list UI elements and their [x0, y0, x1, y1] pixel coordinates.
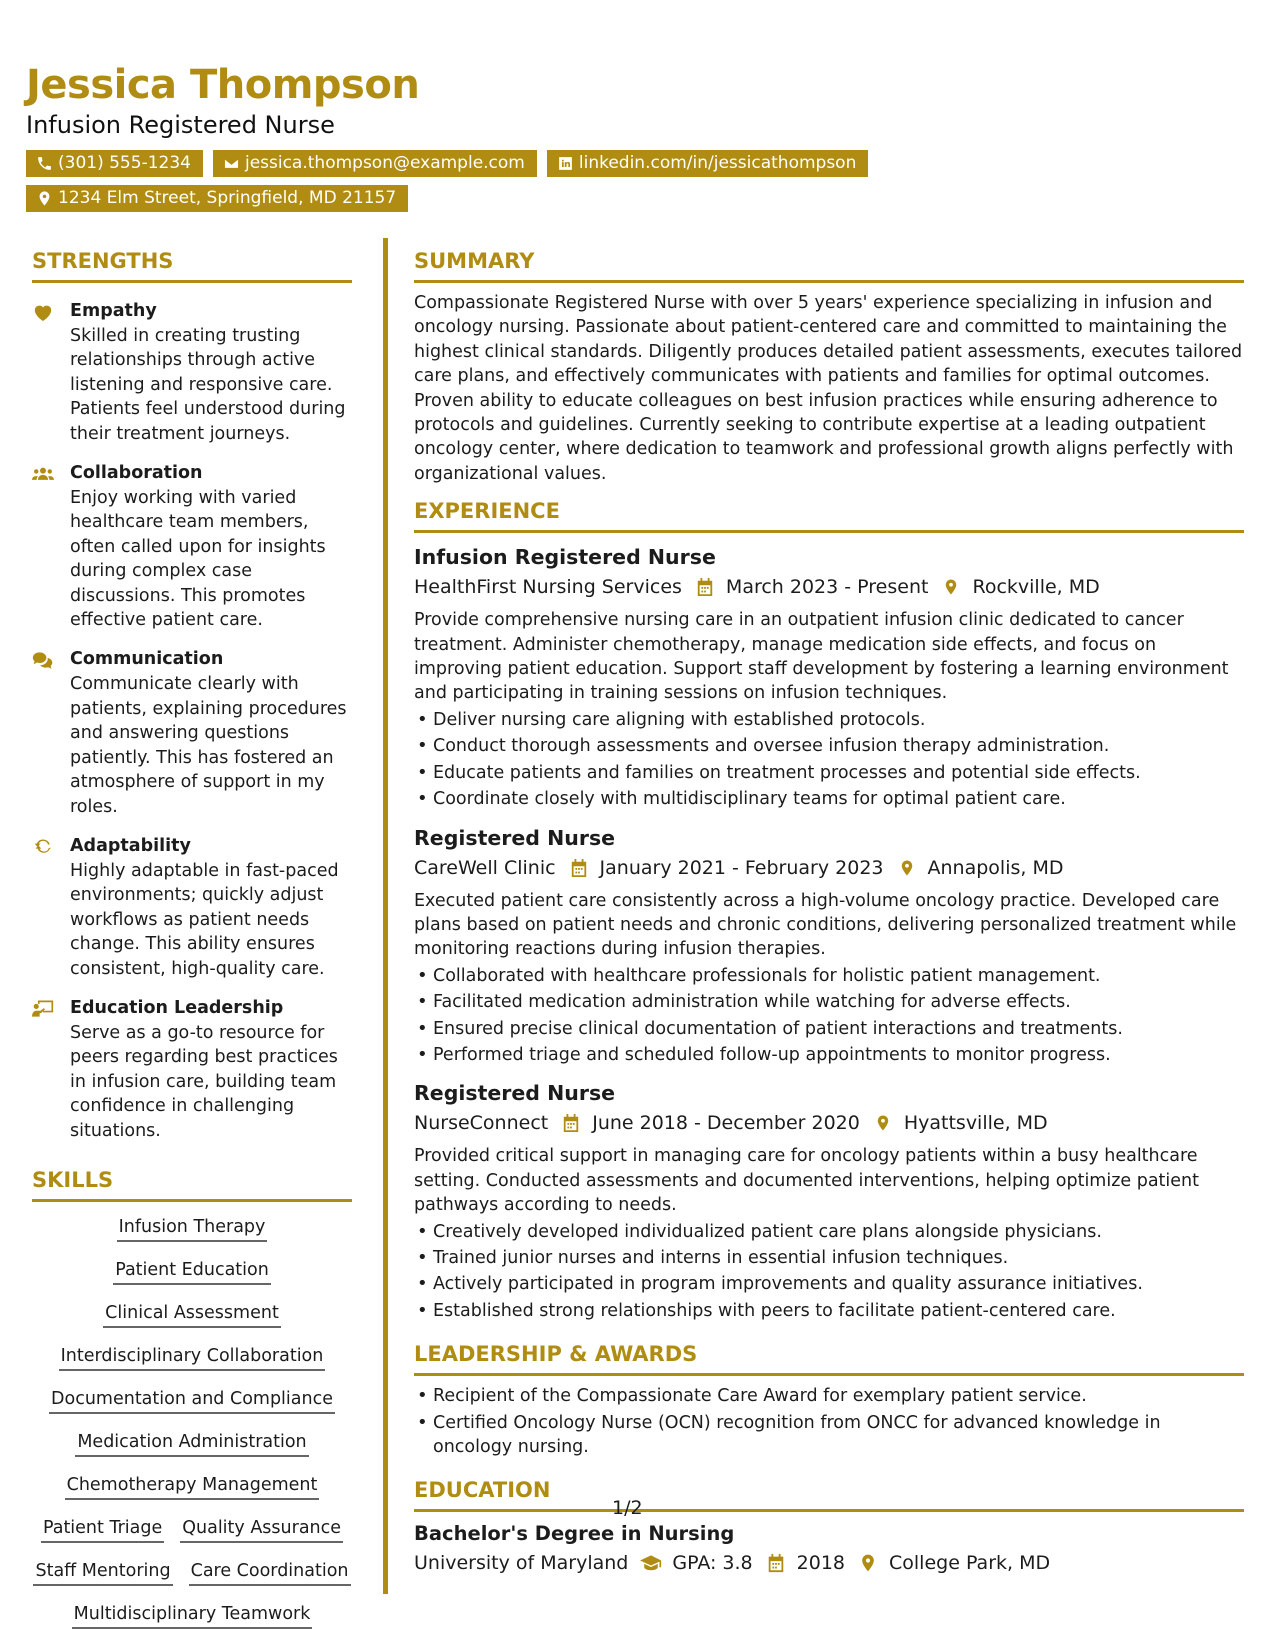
- education-heading: EDUCATION: [414, 1477, 1244, 1512]
- school-location: College Park, MD: [889, 1552, 1051, 1575]
- bullet-item: • Coordinate closely with multidisciplinary teams for optimal patient care.: [414, 787, 1244, 811]
- bullet-item: • Established strong relationships with peers to facilitate patient-centered care.: [414, 1299, 1244, 1323]
- strength-item: [32, 996, 352, 1143]
- skill-tag: Documentation and Compliance: [49, 1386, 335, 1414]
- strength-desc: Serve as a go-to resource for peers regarding best practices in infusion care, building team confidence in challenging situations.: [70, 1022, 338, 1141]
- bullet-item: • Collaborated with healthcare professionals for holistic patient management.: [414, 964, 1244, 988]
- linkedin-chip[interactable]: [547, 150, 868, 177]
- job-meta: [414, 853, 1244, 883]
- skills-list: [32, 1214, 352, 1629]
- bullet-item: • Trained junior nurses and interns in essential infusion techniques.: [414, 1246, 1244, 1270]
- candidate-name: Jessica Thompson: [26, 62, 420, 108]
- graduation-year: 2018: [796, 1552, 846, 1575]
- education-meta: [414, 1548, 1244, 1578]
- job-bullets: [414, 964, 1244, 1068]
- job-dates: January 2021 - February 2023: [599, 856, 884, 879]
- heart-icon: [32, 302, 54, 322]
- skill-tag: Staff Mentoring: [33, 1558, 172, 1586]
- column-divider: [383, 238, 388, 1594]
- linkedin-text: linkedin.com/in/jessicathompson: [578, 153, 857, 173]
- awards-heading: LEADERSHIP & AWARDS: [414, 1341, 1244, 1376]
- strength-item: [32, 461, 352, 632]
- job-description: Executed patient care consistently across a high-volume oncology practice. Developed care plans based on patient needs and chronic conditions, delivering personalized treatment while monitoring reactions during infusion therapies.: [414, 890, 1237, 960]
- award-item: • Certified Oncology Nurse (OCN) recognition from ONCC for advanced knowledge in oncology nursing.: [414, 1411, 1244, 1460]
- job-title: Infusion Registered Nurse: [414, 545, 716, 570]
- job-location: Rockville, MD: [972, 576, 1100, 599]
- job-meta: [414, 1108, 1244, 1138]
- calendar-icon: [570, 858, 588, 878]
- strength-title: Collaboration: [70, 463, 203, 484]
- award-item: • Recipient of the Compassionate Care Award for exemplary patient service.: [414, 1384, 1244, 1408]
- job-location: Hyattsville, MD: [903, 1112, 1048, 1135]
- job-title: Registered Nurse: [414, 1081, 616, 1106]
- comments-icon: [32, 650, 54, 670]
- teacher-icon: [32, 999, 54, 1019]
- job-bullets: [414, 1220, 1244, 1324]
- summary-heading: SUMMARY: [414, 248, 1244, 283]
- phone-icon: [36, 155, 53, 172]
- envelope-icon: [223, 155, 240, 172]
- job-bullets: [414, 708, 1244, 812]
- job-dates: March 2023 - Present: [725, 576, 929, 599]
- map-marker-icon: [898, 858, 916, 878]
- bullet-item: • Facilitated medication administration while watching for adverse effects.: [414, 990, 1244, 1014]
- job-description: Provided critical support in managing care for oncology patients within a busy healthcare setting. Conducted assessments and documented interventions, helping optimize patient pathways according to needs.: [414, 1146, 1200, 1216]
- summary-text: Compassionate Registered Nurse with over 5 years' experience specializing in infusion and oncology nursing. Passionate about patient-centered care and committed to maintaining the highest clinical standards. Diligently produces detailed patient assessments, executes tailored care plans, and effectively communicates with patients and families for optimal outcomes. Proven ability to educate colleagues on best infusion practices while ensuring adherence to protocols and guidelines. Currently seeking to contribute expertise at a leading outpatient oncology center, where dedication to teamwork and professional growth aligns perfectly with organizational values.: [414, 293, 1243, 484]
- job-dates: June 2018 - December 2020: [592, 1112, 860, 1135]
- experience-entry: [414, 824, 1244, 1068]
- calendar-icon: [562, 1113, 580, 1133]
- strengths-heading: STRENGTHS: [32, 248, 352, 283]
- users-icon: [32, 464, 54, 484]
- bullet-item: • Performed triage and scheduled follow-up appointments to monitor progress.: [414, 1043, 1244, 1067]
- strength-desc: Skilled in creating trusting relationships through active listening and responsive care. Patients feel understood during their treatment journeys.: [70, 326, 346, 444]
- skill-tag: Medication Administration: [75, 1429, 308, 1457]
- resume-header: [26, 62, 1246, 212]
- strength-title: Communication: [70, 649, 224, 670]
- strength-item: [32, 834, 352, 981]
- bullet-item: • Ensured precise clinical documentation of patient interactions and treatments.: [414, 1017, 1244, 1041]
- map-marker-icon: [874, 1113, 892, 1133]
- right-column: [414, 248, 1244, 1578]
- skill-tag: Patient Triage: [41, 1515, 164, 1543]
- skill-tag: Multidisciplinary Teamwork: [72, 1601, 313, 1629]
- school-name: University of Maryland: [414, 1552, 629, 1575]
- strength-title: Education Leadership: [70, 997, 284, 1018]
- strength-desc: Highly adaptable in fast-paced environments; quickly adjust workflows as patient needs change. This ability ensures consistent, high-quality care.: [70, 860, 339, 979]
- strength-item: [32, 647, 352, 818]
- degree-title: Bachelor's Degree in Nursing: [414, 1522, 735, 1546]
- phone-text: (301) 555-1234: [58, 153, 191, 173]
- candidate-title: Infusion Registered Nurse: [26, 111, 335, 139]
- page-number: 1/2: [612, 1497, 643, 1519]
- map-marker-icon: [857, 1553, 879, 1573]
- address-text: 1234 Elm Street, Springfield, MD 21157: [58, 188, 397, 208]
- experience-heading: EXPERIENCE: [414, 498, 1244, 533]
- skill-tag: Patient Education: [113, 1257, 271, 1285]
- strength-desc: Enjoy working with varied healthcare team members, often called upon for insights during complex case discussions. This promotes effective patient care.: [70, 488, 326, 631]
- strengths-list: [32, 299, 352, 1143]
- skills-heading: SKILLS: [32, 1167, 352, 1202]
- awards-list: [414, 1384, 1244, 1459]
- email-chip[interactable]: [213, 150, 537, 177]
- skill-tag: Care Coordination: [189, 1558, 351, 1586]
- sync-icon: [32, 837, 54, 857]
- bullet-item: • Deliver nursing care aligning with established protocols.: [414, 708, 1244, 732]
- calendar-icon: [765, 1553, 787, 1573]
- gpa-text: GPA: 3.8: [672, 1552, 753, 1575]
- strength-item: [32, 299, 352, 446]
- job-title: Registered Nurse: [414, 825, 616, 850]
- experience-entry: [414, 1079, 1244, 1323]
- phone-chip[interactable]: [26, 150, 203, 177]
- calendar-icon: [696, 577, 714, 597]
- job-meta: [414, 572, 1244, 602]
- graduation-cap-icon: [640, 1553, 662, 1573]
- job-description: Provide comprehensive nursing care in an outpatient infusion clinic dedicated to cancer treatment. Administer chemotherapy, manage medication side effects, and focus on improving patient education. Support staff development by fostering a learning environment and participating in training sessions on infusion techniques.: [414, 610, 1229, 704]
- map-marker-icon: [36, 190, 53, 207]
- linkedin-icon: [557, 155, 574, 172]
- bullet-item: • Educate patients and families on treatment processes and potential side effects.: [414, 761, 1244, 785]
- skill-tag: Infusion Therapy: [117, 1214, 268, 1242]
- company-name: NurseConnect: [414, 1112, 549, 1135]
- email-text: jessica.thompson@example.com: [244, 153, 525, 173]
- map-marker-icon: [942, 577, 960, 597]
- skill-tag: Interdisciplinary Collaboration: [59, 1343, 326, 1371]
- left-column: [32, 248, 352, 1629]
- experience-entry: [414, 543, 1244, 811]
- strength-desc: Communicate clearly with patients, explaining procedures and answering questions patiently. This has fostered an atmosphere of support in my roles.: [70, 674, 347, 817]
- skill-tag: Chemotherapy Management: [65, 1472, 320, 1500]
- bullet-item: • Conduct thorough assessments and oversee infusion therapy administration.: [414, 734, 1244, 758]
- job-location: Annapolis, MD: [927, 856, 1064, 879]
- bullet-item: • Actively participated in program improvements and quality assurance initiatives.: [414, 1272, 1244, 1296]
- strength-title: Empathy: [70, 301, 157, 321]
- company-name: HealthFirst Nursing Services: [414, 576, 682, 599]
- address-chip: [26, 185, 408, 212]
- strength-title: Adaptability: [70, 835, 191, 856]
- company-name: CareWell Clinic: [414, 856, 556, 879]
- skill-tag: Clinical Assessment: [103, 1300, 281, 1328]
- skill-tag: Quality Assurance: [180, 1515, 343, 1543]
- bullet-item: • Creatively developed individualized patient care plans alongside physicians.: [414, 1220, 1244, 1244]
- contact-bar: [26, 150, 926, 212]
